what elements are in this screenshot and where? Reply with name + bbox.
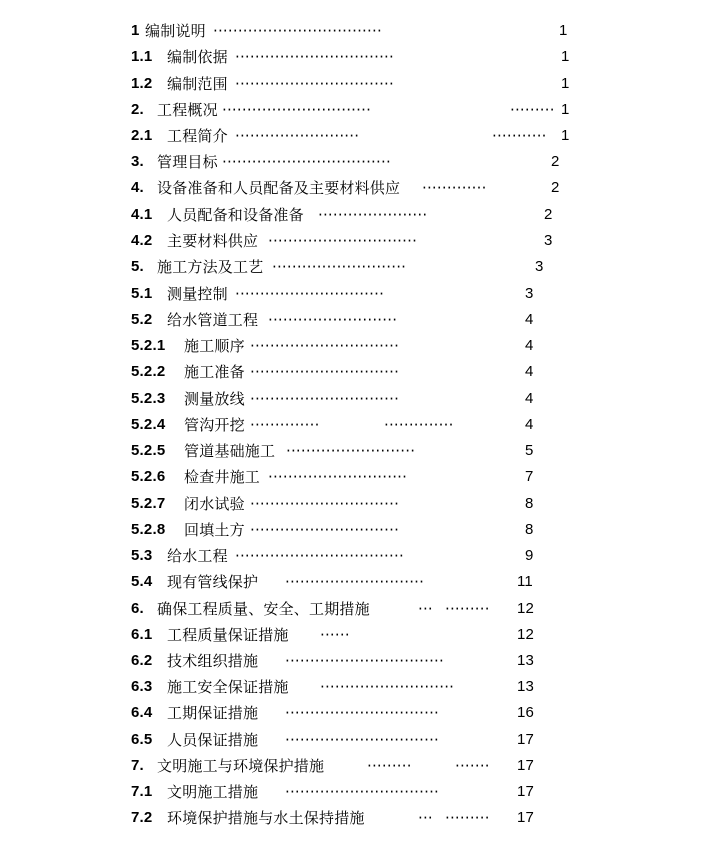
toc-entry-page-number: 17 [517,809,535,826]
toc-entry-page-number: 17 [517,731,535,748]
toc-entry-title: 施工安全保证措施 [167,678,289,696]
toc-entry[interactable] [0,674,715,700]
toc-leader-dots: ··········· [492,127,547,145]
toc-entry-number: 7.2 [131,809,153,826]
toc-entry-page-number: 4 [525,337,534,354]
toc-entry-title: 回填土方 [184,521,245,539]
toc-entry-number: 7. [131,757,144,774]
toc-leader-dots: ··························· [320,678,455,696]
toc-leader-dots: ································ [235,48,394,66]
toc-entry-number: 5. [131,258,144,275]
toc-entry-page-number: 1 [561,75,570,92]
toc-entry[interactable] [0,648,715,674]
toc-entry-number: 5.3 [131,547,153,564]
toc-entry[interactable] [0,543,715,569]
toc-entry-page-number: 16 [517,704,535,721]
toc-entry[interactable] [0,175,715,201]
toc-entry-page-number: 4 [525,416,534,433]
toc-entry[interactable] [0,517,715,543]
toc-entry-number: 5.4 [131,573,153,590]
toc-entry-number: 6.4 [131,704,153,721]
toc-entry-title: 编制依据 [167,48,228,66]
toc-entry-page-number: 12 [517,600,535,617]
toc-leader-dots: ·············· [250,416,320,434]
toc-entry[interactable] [0,123,715,149]
toc-leader-dots: ······························· [285,783,440,801]
toc-entry-title: 测量放线 [184,390,245,408]
toc-entry[interactable] [0,569,715,595]
toc-entry[interactable] [0,228,715,254]
toc-entry-number: 4.2 [131,232,153,249]
toc-leader-dots: ·································· [235,547,404,565]
toc-entry[interactable] [0,438,715,464]
toc-entry-page-number: 9 [525,547,534,564]
toc-entry-title: 测量控制 [167,285,228,303]
toc-entry[interactable] [0,412,715,438]
toc-entry[interactable] [0,254,715,280]
toc-leader-dots: ······························ [250,521,400,539]
toc-leader-dots: ············· [422,179,487,197]
toc-entry[interactable] [0,779,715,805]
toc-entry-number: 5.2.4 [131,416,166,433]
toc-entry-title: 施工顺序 [184,337,245,355]
toc-entry-page-number: 11 [517,573,533,590]
toc-entry-title: 编制范围 [167,75,228,93]
toc-leader-dots: ··························· [272,258,407,276]
toc-entry-number: 1.1 [131,48,153,65]
toc-entry-number: 7.1 [131,783,153,800]
toc-entry-number: 5.2.1 [131,337,166,354]
toc-entry-page-number: 3 [525,285,534,302]
toc-leader-dots: ··· [418,600,433,618]
toc-entry-number: 5.2.5 [131,442,166,459]
toc-entry-title: 技术组织措施 [167,652,259,670]
toc-entry-title: 管沟开挖 [184,416,245,434]
toc-entry-title: 给水管道工程 [167,311,259,329]
toc-leader-dots: ································ [235,75,394,93]
toc-leader-dots: ······························ [250,337,400,355]
toc-entry-page-number: 1 [559,22,568,39]
toc-entry-page-number: 4 [525,390,534,407]
toc-entry[interactable] [0,727,715,753]
toc-entry-page-number: 3 [544,232,553,249]
toc-entry-page-number: 4 [525,311,534,328]
toc-entry-title: 给水工程 [167,547,228,565]
toc-entry-title: 人员保证措施 [167,731,259,749]
toc-leader-dots: ··· [418,809,433,827]
toc-entry[interactable] [0,307,715,333]
toc-entry-number: 5.2.7 [131,495,166,512]
toc-entry-number: 5.2.8 [131,521,166,538]
toc-entry-number: 6.2 [131,652,153,669]
toc-entry-page-number: 2 [551,179,560,196]
toc-leader-dots: ······························ [268,232,418,250]
toc-entry-title: 人员配备和设备准备 [167,206,304,224]
toc-entry[interactable] [0,805,715,831]
toc-entry[interactable] [0,97,715,123]
toc-leader-dots: ······························ [250,390,400,408]
toc-leader-dots: ·························· [268,311,398,329]
toc-entry-page-number: 17 [517,783,535,800]
toc-entry-title: 主要材料供应 [167,232,259,250]
toc-leader-dots: ································ [285,652,444,670]
toc-entry-page-number: 8 [525,495,534,512]
toc-entry[interactable] [0,464,715,490]
toc-entry[interactable] [0,753,715,779]
toc-entry-page-number: 13 [517,678,535,695]
toc-entry-number: 5.2.3 [131,390,166,407]
toc-leader-dots: ········· [445,809,490,827]
toc-entry-page-number: 8 [525,521,534,538]
toc-entry-title: 工程简介 [167,127,228,145]
toc-entry[interactable] [0,386,715,412]
toc-leader-dots: ······· [455,757,490,775]
toc-leader-dots: ·································· [213,22,382,40]
toc-entry-page-number: 4 [525,363,534,380]
toc-leader-dots: ·············· [384,416,454,434]
toc-entry[interactable] [0,202,715,228]
toc-entry-page-number: 1 [561,101,570,118]
toc-entry[interactable] [0,281,715,307]
toc-leader-dots: ······························ [250,363,400,381]
toc-leader-dots: ········· [510,101,555,119]
toc-entry-number: 2.1 [131,127,153,144]
toc-leader-dots: ······························· [285,731,440,749]
toc-entry-number: 6.5 [131,731,153,748]
toc-entry-number: 3. [131,153,144,170]
toc-leader-dots: ······ [320,626,350,644]
toc-entry-number: 2. [131,101,144,118]
toc-leader-dots: ·························· [286,442,416,460]
toc-leader-dots: ···························· [268,468,408,486]
toc-leader-dots: ······················ [318,206,428,224]
toc-entry-number: 5.1 [131,285,153,302]
toc-entry[interactable] [0,700,715,726]
toc-entry[interactable] [0,333,715,359]
toc-entry-title: 确保工程质量、安全、工期措施 [157,600,370,618]
toc-entry-page-number: 1 [561,48,570,65]
toc-entry-page-number: 1 [561,127,570,144]
toc-entry-title: 工程质量保证措施 [167,626,289,644]
toc-entry-title: 施工方法及工艺 [157,258,264,276]
toc-entry-title: 工程概况 [157,101,218,119]
toc-entry-number: 5.2.2 [131,363,166,380]
toc-leader-dots: ······························ [235,285,385,303]
toc-entry-number: 4.1 [131,206,153,223]
toc-leader-dots: ······························ [222,101,372,119]
toc-entry[interactable] [0,18,715,44]
toc-entry-title: 编制说明 [145,22,206,40]
toc-entry-title: 管道基础施工 [184,442,276,460]
toc-entry-title: 环境保护措施与水土保持措施 [167,809,365,827]
toc-entry-number: 1 [131,22,140,39]
toc-entry[interactable] [0,359,715,385]
toc-leader-dots: ········· [367,757,412,775]
toc-entry-page-number: 17 [517,757,535,774]
toc-entry-number: 6.1 [131,626,153,643]
toc-entry-title: 设备准备和人员配备及主要材料供应 [157,179,401,197]
toc-entry-page-number: 2 [551,153,560,170]
toc-leader-dots: ························· [235,127,360,145]
toc-entry-page-number: 5 [525,442,534,459]
toc-entry-title: 检查井施工 [184,468,261,486]
toc-entry-title: 施工准备 [184,363,245,381]
toc-entry-title: 文明施工措施 [167,783,259,801]
toc-entry-title: 现有管线保护 [167,573,259,591]
toc-entry[interactable] [0,44,715,70]
toc-leader-dots: ···························· [285,573,425,591]
toc-entry[interactable] [0,71,715,97]
toc-entry[interactable] [0,622,715,648]
toc-entry-page-number: 13 [517,652,535,669]
toc-entry-page-number: 12 [517,626,535,643]
toc-entry-number: 4. [131,179,144,196]
toc-entry-page-number: 2 [544,206,553,223]
toc-entry-number: 5.2.6 [131,468,166,485]
toc-entry[interactable] [0,149,715,175]
toc-entry-title: 管理目标 [157,153,218,171]
toc-entry-number: 1.2 [131,75,153,92]
toc-leader-dots: ······························ [250,495,400,513]
toc-entry-title: 闭水试验 [184,495,245,513]
toc-entry-title: 工期保证措施 [167,704,259,722]
toc-entry-number: 5.2 [131,311,153,328]
toc-entry-number: 6.3 [131,678,153,695]
toc-leader-dots: ······························· [285,704,440,722]
toc-entry-page-number: 3 [535,258,544,275]
toc-leader-dots: ·································· [222,153,391,171]
toc-entry[interactable] [0,596,715,622]
toc-entry[interactable] [0,491,715,517]
toc-entry-number: 6. [131,600,144,617]
toc-leader-dots: ········· [445,600,490,618]
toc-entry-page-number: 7 [525,468,534,485]
toc-entry-title: 文明施工与环境保护措施 [157,757,325,775]
